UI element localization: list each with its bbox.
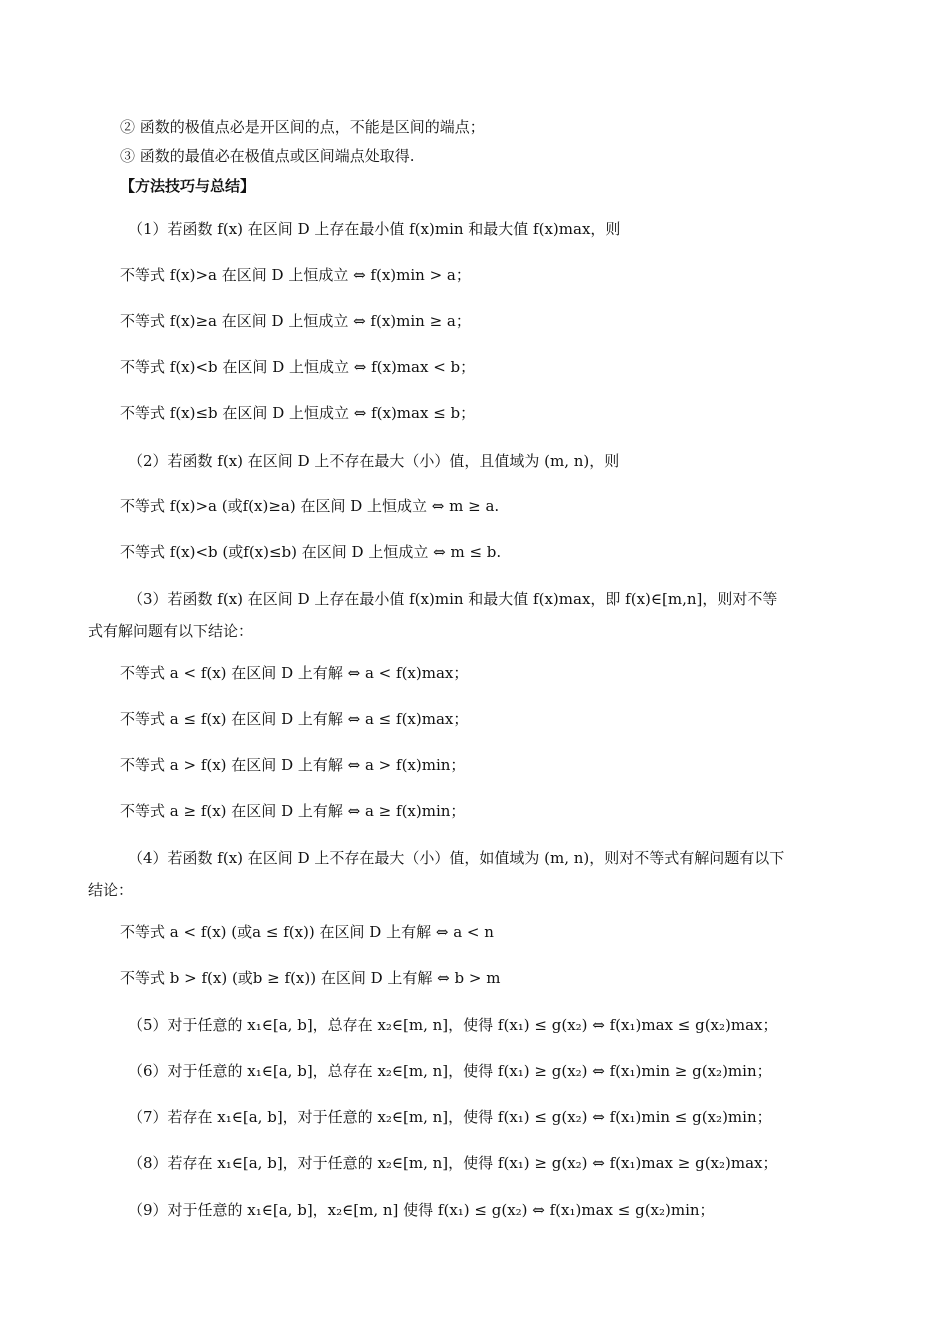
text-line-23: （6）对于任意的 x₁∈[a, b]，总存在 x₂∈[m, n]，使得 f(x₁) ≥ g(x₂) ⇔ f(x₁)min ≥ g(x₂)min；	[128, 1062, 772, 1080]
text-line-18: （4）若函数 f(x) 在区间 D 上不存在最大（小）值，如值域为 (m, n)，则对不等式有解问题有以下	[128, 849, 785, 867]
text-line-2: ③ 函数的最值必在极值点或区间端点处取得.	[120, 147, 415, 165]
text-line-13: 式有解问题有以下结论：	[88, 622, 254, 640]
text-line-6: 不等式 f(x)≥a 在区间 D 上恒成立 ⇔ f(x)min ≥ a；	[120, 312, 471, 330]
text-line-20: 不等式 a < f(x) (或a ≤ f(x)) 在区间 D 上有解 ⇔ a < n	[120, 923, 494, 941]
text-line-14: 不等式 a < f(x) 在区间 D 上有解 ⇔ a < f(x)max；	[120, 664, 469, 682]
text-line-9: （2）若函数 f(x) 在区间 D 上不存在最大（小）值，且值域为 (m, n)，则	[128, 452, 620, 470]
text-line-12: （3）若函数 f(x) 在区间 D 上存在最小值 f(x)min 和最大值 f(x)max，即 f(x)∈[m,n]，则对不等	[128, 590, 778, 608]
text-line-7: 不等式 f(x)<b 在区间 D 上恒成立 ⇔ f(x)max < b；	[120, 358, 476, 376]
text-line-19: 结论：	[88, 881, 134, 899]
text-line-11: 不等式 f(x)<b (或f(x)≤b) 在区间 D 上恒成立 ⇔ m ≤ b.	[120, 543, 502, 561]
text-line-4: （1）若函数 f(x) 在区间 D 上存在最小值 f(x)min 和最大值 f(x)max，则	[128, 220, 621, 238]
text-line-25: （8）若存在 x₁∈[a, b]，对于任意的 x₂∈[m, n]，使得 f(x₁) ≥ g(x₂) ⇔ f(x₁)max ≥ g(x₂)max；	[128, 1154, 778, 1172]
section-heading: 【方法技巧与总结】	[120, 177, 256, 195]
text-line-22: （5）对于任意的 x₁∈[a, b]，总存在 x₂∈[m, n]，使得 f(x₁) ≤ g(x₂) ⇔ f(x₁)max ≤ g(x₂)max；	[128, 1016, 778, 1034]
text-line-21: 不等式 b > f(x) (或b ≥ f(x)) 在区间 D 上有解 ⇔ b > m	[120, 969, 501, 987]
text-line-15: 不等式 a ≤ f(x) 在区间 D 上有解 ⇔ a ≤ f(x)max；	[120, 710, 469, 728]
text-line-16: 不等式 a > f(x) 在区间 D 上有解 ⇔ a > f(x)min；	[120, 756, 466, 774]
text-line-10: 不等式 f(x)>a (或f(x)≥a) 在区间 D 上恒成立 ⇔ m ≥ a.	[120, 497, 500, 515]
text-line-17: 不等式 a ≥ f(x) 在区间 D 上有解 ⇔ a ≥ f(x)min；	[120, 802, 466, 820]
text-line-1: ② 函数的极值点必是开区间的点，不能是区间的端点；	[120, 118, 485, 136]
text-line-26: （9）对于任意的 x₁∈[a, b]，x₂∈[m, n] 使得 f(x₁) ≤ g(x₂) ⇔ f(x₁)max ≤ g(x₂)min；	[128, 1201, 715, 1219]
text-line-5: 不等式 f(x)>a 在区间 D 上恒成立 ⇔ f(x)min > a；	[120, 266, 471, 284]
text-line-8: 不等式 f(x)≤b 在区间 D 上恒成立 ⇔ f(x)max ≤ b；	[120, 404, 476, 422]
text-line-24: （7）若存在 x₁∈[a, b]，对于任意的 x₂∈[m, n]，使得 f(x₁) ≤ g(x₂) ⇔ f(x₁)min ≤ g(x₂)min；	[128, 1108, 772, 1126]
